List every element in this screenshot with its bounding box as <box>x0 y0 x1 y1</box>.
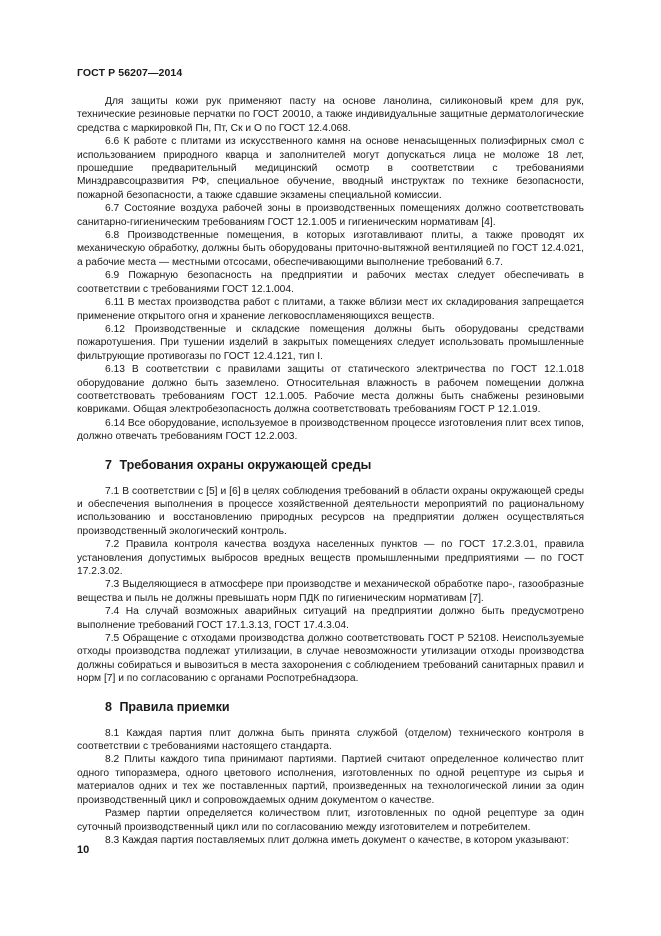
page-number: 10 <box>77 844 90 856</box>
paragraph-7-5: 7.5 Обращение с отходами производства должно соответствовать ГОСТ Р 52108. Неиспользуемые отходы производства подлежат утилизации, в случае невозможности утилизации отходы производства должны собираться и вывозиться в места захоронения с соблюдением требований санитарных правил и норм [7] и по согласованию с органами Роспотребнадзора. <box>77 633 584 685</box>
paragraph-8-2: 8.2 Плиты каждого типа принимают партиями. Партией считают определенное количество плит одного типоразмера, одного цветового исполнения, изготовленных по одной рецептуре из сырья и материалов одних и тех же поставленных партий, произведенных на технологической линии за один производственный цикл и сопровождаемых одним документом о качестве. <box>77 754 584 806</box>
paragraph-7-4: 7.4 На случай возможных аварийных ситуаций на предприятии должно быть предусмотрено выполнение требований ГОСТ 17.1.3.13, ГОСТ 17.4.3.04. <box>77 606 584 631</box>
paragraph-6-9: 6.9 Пожарную безопасность на предприятии и рабочих местах следует обеспечивать в соответствии с требованиями ГОСТ 12.1.004. <box>77 270 584 295</box>
section-number: 7 <box>105 457 112 472</box>
paragraph-6-8: 6.8 Производственные помещения, в которых изготавливают плиты, а также проводят их механическую обработку, должны быть оборудованы приточно-вытяжной вентиляцией по ГОСТ 12.4.021, а рабочие места — местными отсосами, обеспечивающими выполнение требований 6.7. <box>77 230 584 268</box>
section-title: Требования охраны окружающей среды <box>119 457 372 472</box>
document-header: ГОСТ Р 56207—2014 <box>77 67 183 79</box>
section-title: Правила приемки <box>119 699 230 714</box>
paragraph-7-1: 7.1 В соответствии с [5] и [6] в целях соблюдения требований в области охраны окружающей среды и обеспечения выполнения в процессе хозяйственной деятельности мероприятий по рациональному использованию и восстановлению природных ресурсов на предприятии должен осуществляться производственный экологический контроль. <box>77 485 584 537</box>
document-body <box>77 95 584 847</box>
paragraph-6-11: 6.11 В местах производства работ с плитами, а также вблизи мест их складирования запрещается применение открытого огня и хранение легковоспламеняющихся веществ. <box>77 297 584 322</box>
section-number: 8 <box>105 699 112 714</box>
paragraph-6-5: Для защиты кожи рук применяют пасту на основе ланолина, силиконовый крем для рук, технические резиновые перчатки по ГОСТ 20010, а также индивидуальные защитные дерматологические средства с маркировкой Пн, Пт, Ск и О по ГОСТ 12.4.068. <box>77 96 584 134</box>
section-heading-7 <box>105 458 584 473</box>
paragraph-6-13: 6.13 В соответствии с правилами защиты от статического электричества по ГОСТ 12.1.018 оборудование должно быть заземлено. Относительная влажность в рабочем помещении должна соответствовать требованиям ГОСТ 12.1.005. Рабочие места должны быть снабжены резиновыми ковриками. Общая электробезопасность должна соответствовать требованиям ГОСТ Р 12.1.019. <box>77 364 584 416</box>
paragraph-6-12: 6.12 Производственные и складские помещения должны быть оборудованы средствами пожаротушения. При тушении изделий в закрытых помещениях следует использовать промышленные фильтрующие противогазы по ГОСТ 12.4.121, тип I. <box>77 323 584 362</box>
paragraph-7-3: 7.3 Выделяющиеся в атмосфере при производстве и механической обработке паро-, газообразные вещества и пыль не должны превышать норм ПДК по гигиеническим нормативам [7]. <box>77 579 584 604</box>
paragraph-6-7: 6.7 Состояние воздуха рабочей зоны в производственных помещениях должно соответствовать санитарно-гигиеническим требованиям ГОСТ 12.1.005 и гигиеническим нормативам [4]. <box>77 203 584 228</box>
paragraph-6-14: 6.14 Все оборудование, используемое в производственном процессе изготовления плит всех типов, должно отвечать требованиям ГОСТ 12.2.003. <box>77 417 584 443</box>
section-heading-8 <box>105 700 584 715</box>
paragraph-8-3: 8.3 Каждая партия поставляемых плит должна иметь документ о качестве, в котором указывают: <box>105 834 570 846</box>
paragraph-6-6: 6.6 К работе с плитами из искусственного камня на основе ненасыщенных полиэфирных смол с использованием природного кварца и заполнителей могут допускаться лица не моложе 18 лет, прошедшие предварительный медицинский осмотр в соответствии с требованиями Минздравсоцразвития РФ, специальное обучение, вводный инструктаж по технике безопасности, пожарной безопасности, а также сдавшие экзамены специальной комиссии. <box>77 136 584 201</box>
paragraph-7-2: 7.2 Правила контроля качества воздуха населенных пунктов — по ГОСТ 17.2.3.01, правила установления допустимых выбросов вредных веществ промышленными предприятиями — по ГОСТ 17.2.3.02. <box>77 539 584 577</box>
paragraph-8-1: 8.1 Каждая партия плит должна быть принята службой (отделом) технического контроля в соответствии с требованиями настоящего стандарта. <box>77 727 584 753</box>
paragraph-8-2-batch-size: Размер партии определяется количеством плит, изготовленных по одной рецептуре за один суточный производственный цикл или по согласованию между изготовителем и потребителем. <box>77 808 584 833</box>
